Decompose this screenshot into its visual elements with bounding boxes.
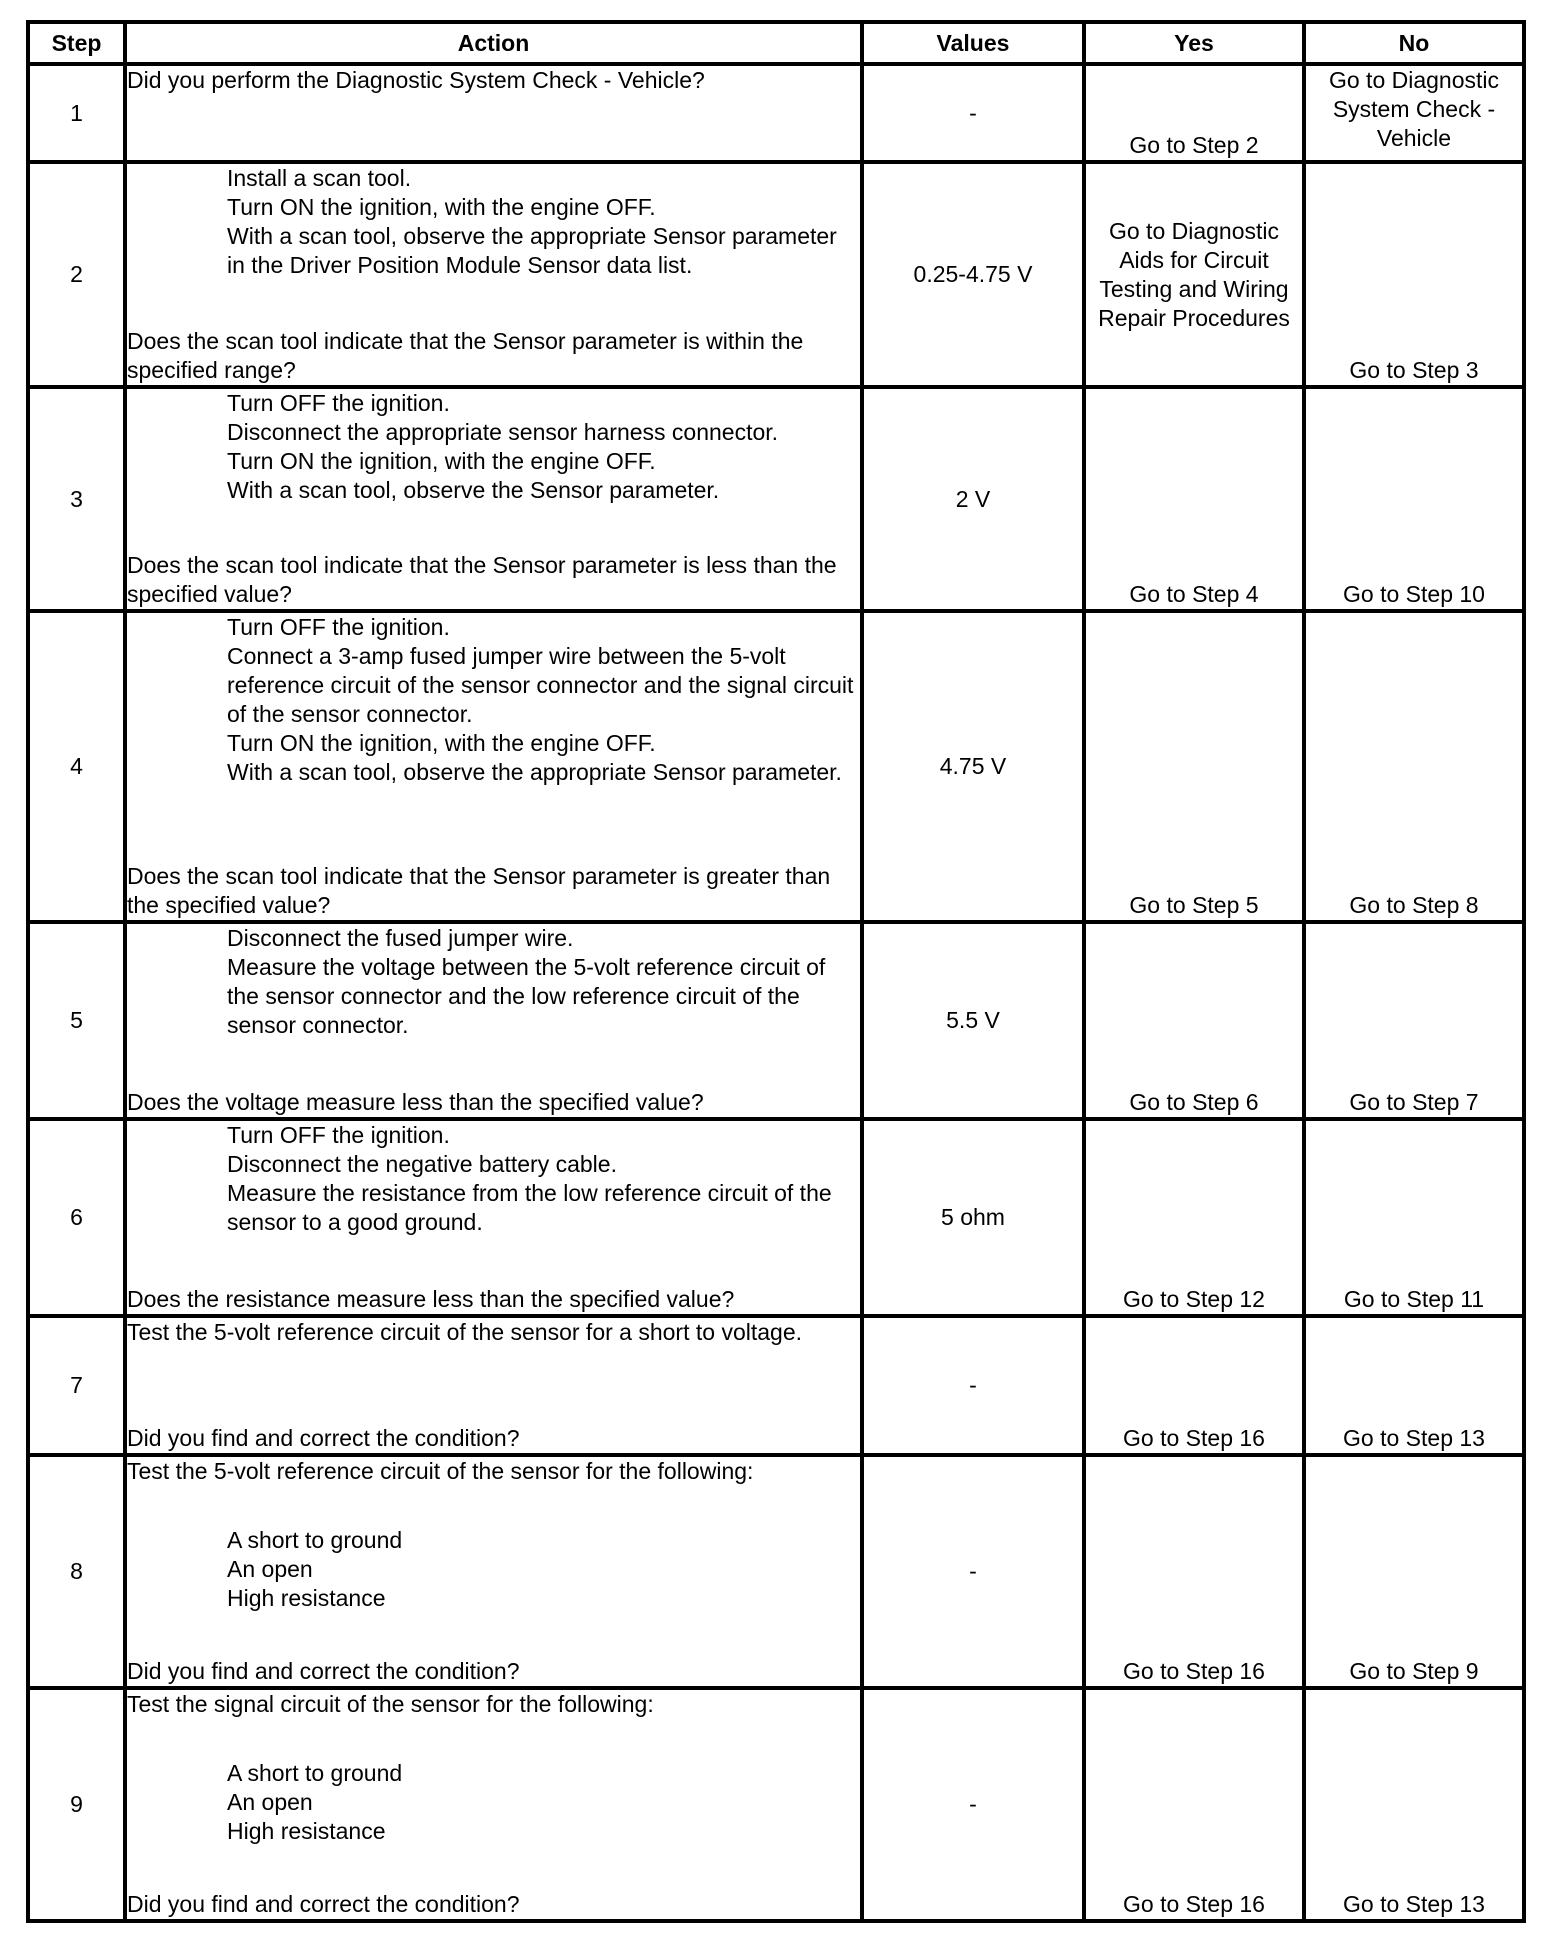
yes-cell: Go to Step 16: [1084, 1688, 1304, 1921]
action-substep: Disconnect the appropriate sensor harness connector.: [227, 419, 779, 445]
yes-cell: Go to Step 6: [1084, 922, 1304, 1119]
action-substep: A short to ground: [227, 1527, 403, 1553]
action-substeps: [127, 389, 860, 505]
action-substep: Turn ON the ignition, with the engine OFF.: [227, 194, 656, 220]
no-cell: Go to Diagnostic System Check - Vehicle: [1304, 64, 1524, 162]
header-row: [28, 22, 1524, 64]
action-substep: High resistance: [227, 1818, 386, 1844]
action-cell: [125, 922, 862, 1119]
step-number: 7: [28, 1316, 125, 1455]
action-text: Test the signal circuit of the sensor for the following:: [127, 1691, 654, 1717]
action-substep: With a scan tool, observe the appropriate Sensor parameter in the Driver Position Module Sensor data list.: [227, 223, 837, 278]
action-substep: Turn OFF the ignition.: [227, 390, 450, 416]
yes-cell: Go to Step 16: [1084, 1455, 1304, 1688]
action-cell: [125, 1316, 862, 1455]
action-substeps: [127, 1526, 860, 1613]
action-substep: Measure the resistance from the low reference circuit of the sensor to a good ground.: [227, 1180, 832, 1235]
step-number: 9: [28, 1688, 125, 1921]
header-values: Values: [862, 22, 1084, 64]
action-cell: [125, 1119, 862, 1316]
action-substep: High resistance: [227, 1585, 386, 1611]
action-substep: Turn ON the ignition, with the engine OFF.: [227, 448, 656, 474]
table-row: [28, 1119, 1524, 1316]
table-row: [28, 387, 1524, 611]
step-number: 6: [28, 1119, 125, 1316]
action-substep: Connect a 3-amp fused jumper wire between the 5-volt reference circuit of the sensor connector and the signal circuit of the sensor connector.: [227, 643, 854, 727]
no-cell: Go to Step 13: [1304, 1316, 1524, 1455]
action-text: Test the 5-volt reference circuit of the sensor for a short to voltage.: [127, 1319, 802, 1345]
action-question: Does the scan tool indicate that the Sensor parameter is greater than the specified value?: [127, 863, 831, 918]
value-cell: -: [862, 1688, 1084, 1921]
action-substep: Turn ON the ignition, with the engine OFF.: [227, 730, 656, 756]
yes-cell: Go to Diagnostic Aids for Circuit Testing and Wiring Repair Procedures: [1084, 162, 1304, 387]
value-cell: -: [862, 64, 1084, 162]
action-question: Does the resistance measure less than the specified value?: [127, 1286, 735, 1312]
action-substep: Turn OFF the ignition.: [227, 614, 450, 640]
action-cell: [125, 64, 862, 162]
action-question: Does the voltage measure less than the specified value?: [127, 1089, 704, 1115]
step-number: 4: [28, 611, 125, 922]
no-cell: Go to Step 7: [1304, 922, 1524, 1119]
no-cell: Go to Step 11: [1304, 1119, 1524, 1316]
table-row: [28, 922, 1524, 1119]
table-row: [28, 1688, 1524, 1921]
action-substep: An open: [227, 1556, 313, 1582]
action-substep: With a scan tool, observe the Sensor parameter.: [227, 477, 720, 503]
action-cell: [125, 1688, 862, 1921]
value-cell: 5.5 V: [862, 922, 1084, 1119]
value-cell: 2 V: [862, 387, 1084, 611]
step-number: 3: [28, 387, 125, 611]
step-number: 1: [28, 64, 125, 162]
action-cell: [125, 387, 862, 611]
action-text: Did you perform the Diagnostic System Check - Vehicle?: [127, 67, 705, 93]
no-cell: Go to Step 10: [1304, 387, 1524, 611]
action-substep: Disconnect the fused jumper wire.: [227, 925, 574, 951]
value-cell: -: [862, 1455, 1084, 1688]
action-substep: An open: [227, 1789, 313, 1815]
no-cell: Go to Step 8: [1304, 611, 1524, 922]
yes-cell: Go to Step 2: [1084, 64, 1304, 162]
action-substep: Turn OFF the ignition.: [227, 1122, 450, 1148]
yes-cell: Go to Step 16: [1084, 1316, 1304, 1455]
diagnostic-table: [26, 20, 1526, 1923]
action-cell: [125, 1455, 862, 1688]
action-cell: [125, 611, 862, 922]
value-cell: 4.75 V: [862, 611, 1084, 922]
yes-cell: Go to Step 5: [1084, 611, 1304, 922]
step-number: 2: [28, 162, 125, 387]
no-cell: Go to Step 9: [1304, 1455, 1524, 1688]
action-substeps: [127, 1121, 860, 1237]
action-substeps: [127, 924, 860, 1040]
table-row: [28, 162, 1524, 387]
header-no: No: [1304, 22, 1524, 64]
action-question: Did you find and correct the condition?: [127, 1891, 520, 1917]
table-row: [28, 64, 1524, 162]
action-substep: With a scan tool, observe the appropriate Sensor parameter.: [227, 759, 842, 785]
action-substeps: [127, 164, 860, 280]
action-substeps: [127, 1759, 860, 1846]
action-cell: [125, 162, 862, 387]
action-question: Does the scan tool indicate that the Sensor parameter is less than the specified value?: [127, 552, 837, 607]
table-row: [28, 611, 1524, 922]
step-number: 5: [28, 922, 125, 1119]
no-cell: Go to Step 13: [1304, 1688, 1524, 1921]
action-question: Did you find and correct the condition?: [127, 1425, 520, 1451]
no-cell: Go to Step 3: [1304, 162, 1524, 387]
table-row: [28, 1455, 1524, 1688]
header-action: Action: [125, 22, 862, 64]
action-substep: Measure the voltage between the 5-volt reference circuit of the sensor connector and the low reference circuit of the sensor connector.: [227, 954, 826, 1038]
yes-cell: Go to Step 12: [1084, 1119, 1304, 1316]
yes-cell: Go to Step 4: [1084, 387, 1304, 611]
action-question: Did you find and correct the condition?: [127, 1658, 520, 1684]
header-step: Step: [28, 22, 125, 64]
value-cell: 0.25-4.75 V: [862, 162, 1084, 387]
action-substep: A short to ground: [227, 1760, 403, 1786]
action-substep: Install a scan tool.: [227, 165, 412, 191]
action-question: Does the scan tool indicate that the Sensor parameter is within the specified range?: [127, 328, 804, 383]
table-row: [28, 1316, 1524, 1455]
value-cell: 5 ohm: [862, 1119, 1084, 1316]
action-text: Test the 5-volt reference circuit of the sensor for the following:: [127, 1458, 754, 1484]
step-number: 8: [28, 1455, 125, 1688]
action-substep: Disconnect the negative battery cable.: [227, 1151, 617, 1177]
header-yes: Yes: [1084, 22, 1304, 64]
value-cell: -: [862, 1316, 1084, 1455]
action-substeps: [127, 613, 860, 787]
